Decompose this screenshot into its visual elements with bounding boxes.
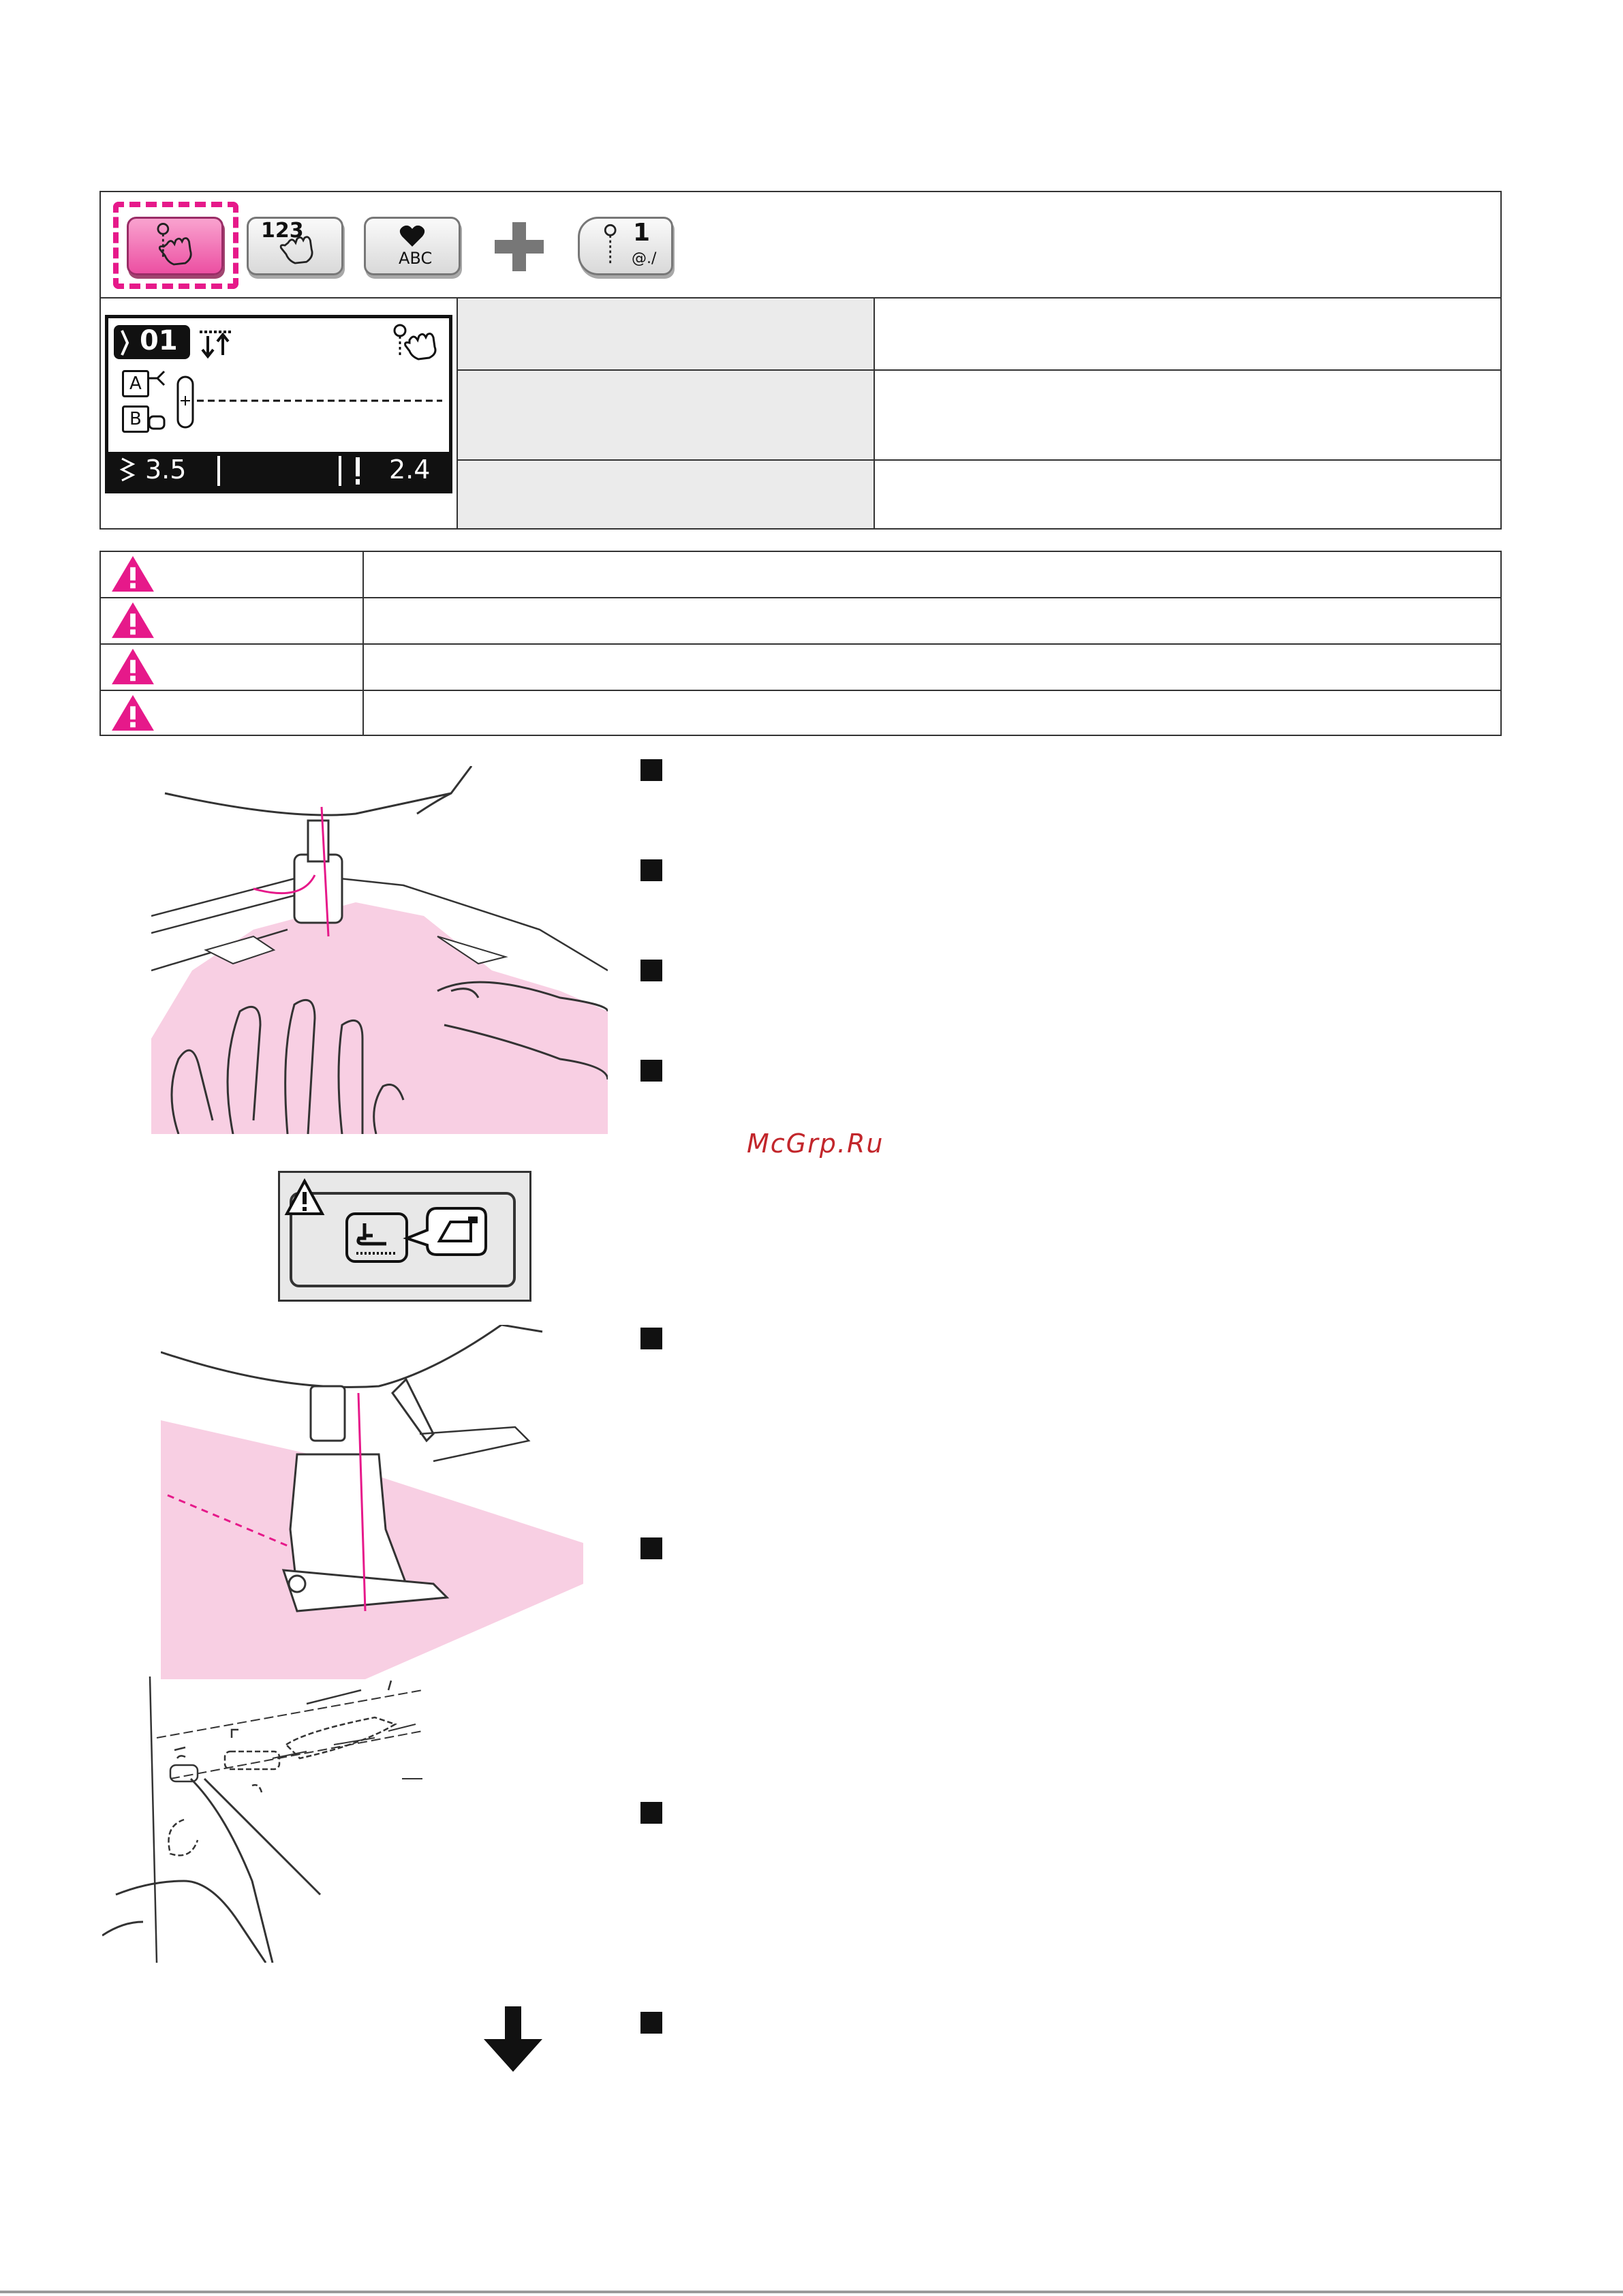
label-b: B — [129, 409, 142, 429]
feed-dog-icon — [197, 325, 238, 359]
step-bullet — [640, 859, 662, 881]
stitching-closeup-illustration — [161, 1325, 583, 1679]
warning-row-divider-1 — [99, 597, 1502, 598]
grid-hline-1 — [457, 369, 1502, 371]
setting-label-cell-3 — [458, 461, 874, 528]
bar-mark-icon — [118, 328, 132, 358]
lcd-status-bar — [108, 452, 449, 490]
label-b-box — [122, 405, 149, 433]
warning-triangle-icon — [109, 647, 157, 686]
number-mode-button[interactable] — [247, 217, 343, 275]
page-bottom-rule — [0, 2291, 1623, 2293]
grid-vline-2 — [874, 297, 875, 530]
finger-pressing-button-illustration — [102, 1677, 429, 1963]
fabric-guiding-illustration — [151, 766, 608, 1134]
label-a: A — [129, 373, 142, 394]
needle-position-icon — [580, 219, 671, 273]
label-a-box — [122, 370, 149, 397]
number-mode-label: 123 — [261, 219, 304, 243]
presser-foot-icon — [344, 1197, 494, 1272]
warning-outline-icon — [284, 1178, 325, 1216]
watermark: McGrp.Ru — [747, 1129, 884, 1159]
stitch-selection-key[interactable] — [578, 217, 673, 275]
stitch-length-icon — [352, 456, 363, 486]
step-bullet — [640, 1328, 662, 1349]
pattern-number: 01 — [140, 325, 178, 356]
grid-hline-2 — [457, 459, 1502, 461]
foot-warning-message — [278, 1171, 531, 1302]
grid-vline-1 — [457, 297, 458, 530]
warning-row-divider-3 — [99, 690, 1502, 691]
stitch-width-icon — [119, 456, 136, 486]
setting-label-cell-1 — [458, 299, 874, 369]
character-mode-label: ABC — [399, 249, 433, 268]
step-bullet — [640, 1537, 662, 1559]
lcd-screen — [105, 315, 452, 493]
status-divider-1 — [217, 456, 220, 486]
step-bullet — [640, 759, 662, 781]
step-bullet — [640, 1060, 662, 1082]
pointing-hand-icon — [249, 219, 341, 273]
step-bullet — [640, 960, 662, 981]
step-bullet — [640, 1802, 662, 1824]
setting-label-cell-2 — [458, 371, 874, 459]
status-divider-2 — [339, 456, 341, 486]
warning-triangle-icon — [109, 554, 157, 594]
down-arrow-icon — [482, 2005, 544, 2073]
stitch-key-sub: @./ — [632, 250, 657, 267]
manual-stitch-mode-button[interactable] — [127, 217, 223, 275]
stitch-width-value: 3.5 — [145, 455, 187, 485]
pattern-number-box — [114, 325, 190, 359]
warning-triangle-icon — [109, 693, 157, 733]
plus-icon — [492, 219, 546, 274]
warning-triangle-icon — [109, 600, 157, 640]
stitch-length-value: 2.4 — [389, 455, 431, 485]
character-mode-button[interactable] — [364, 217, 461, 275]
warning-row-divider-2 — [99, 643, 1502, 645]
warning-col-divider — [362, 551, 364, 736]
step-bullet — [640, 2012, 662, 2034]
buttonhole-diagram — [148, 366, 448, 441]
manual-mode-indicator-icon — [389, 322, 444, 361]
stitch-key-number: 1 — [633, 219, 651, 247]
manual-hand-icon — [129, 219, 221, 273]
